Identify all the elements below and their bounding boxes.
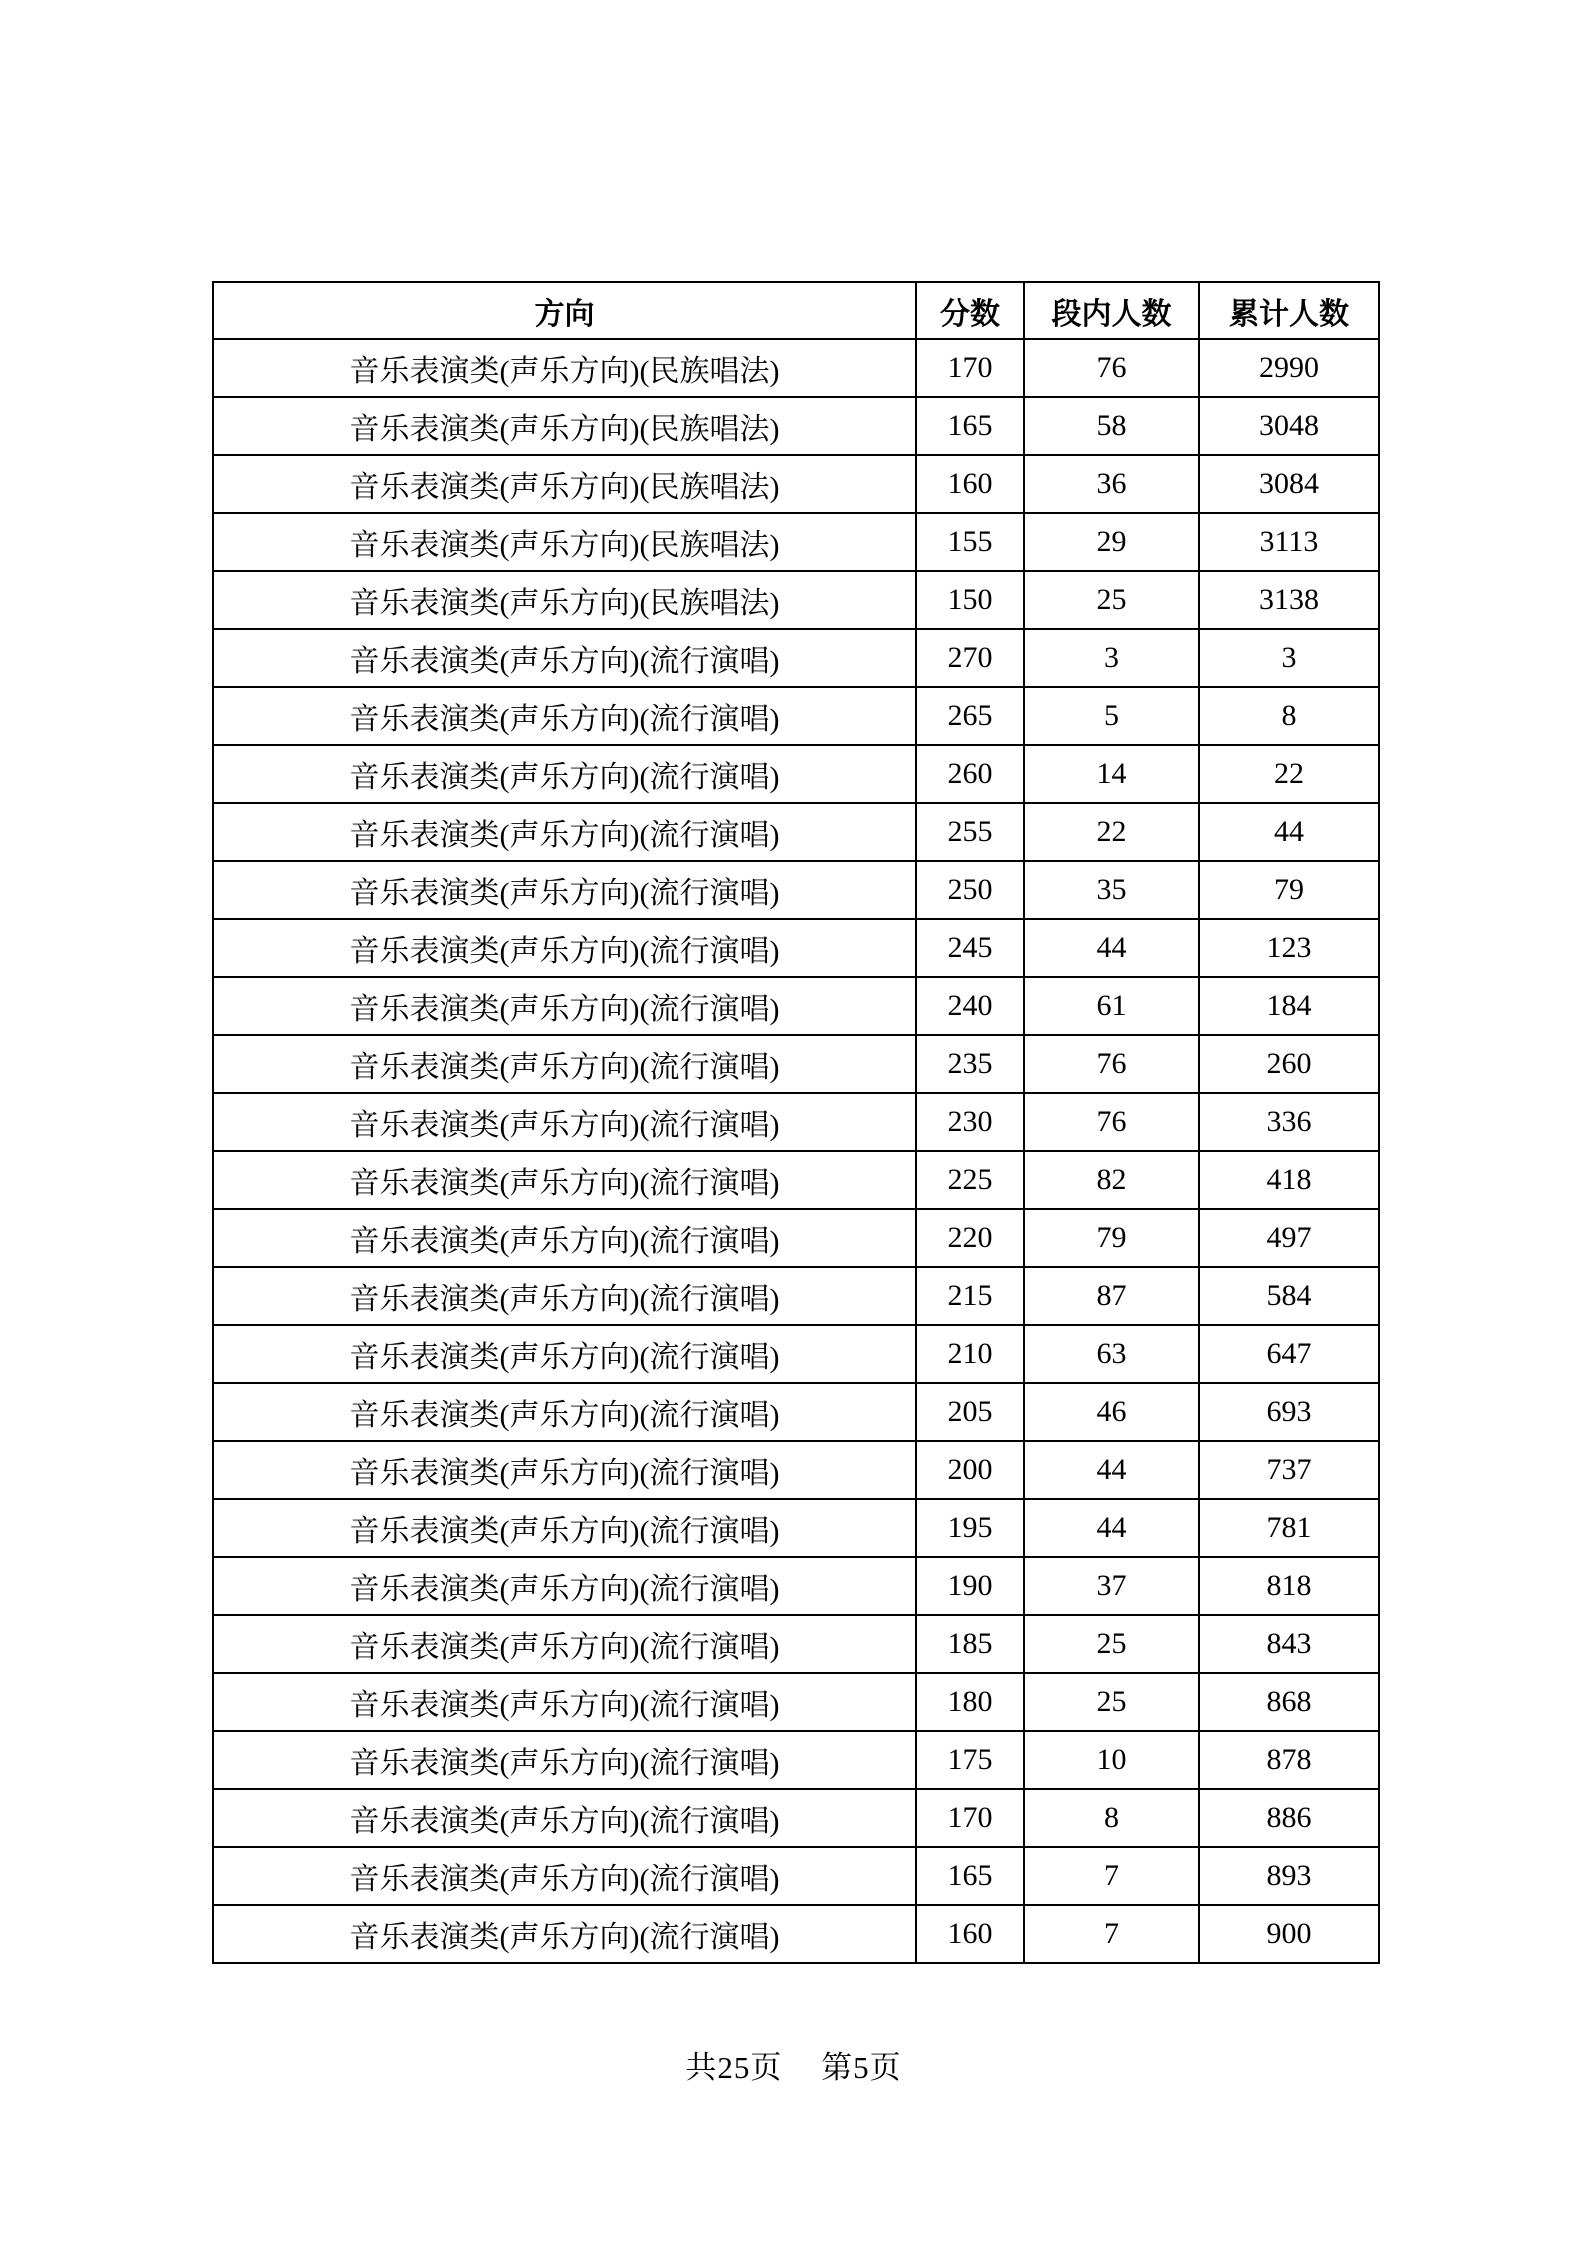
cell-score: 250 <box>916 861 1024 919</box>
cell-direction: 音乐表演类(声乐方向)(流行演唱) <box>213 1325 916 1383</box>
cell-in_segment: 10 <box>1024 1731 1199 1789</box>
cell-direction: 音乐表演类(声乐方向)(流行演唱) <box>213 687 916 745</box>
cell-in_segment: 7 <box>1024 1847 1199 1905</box>
table-row <box>213 919 1379 977</box>
cell-in_segment: 46 <box>1024 1383 1199 1441</box>
cell-score: 270 <box>916 629 1024 687</box>
cell-direction: 音乐表演类(声乐方向)(流行演唱) <box>213 1035 916 1093</box>
cell-direction: 音乐表演类(声乐方向)(民族唱法) <box>213 455 916 513</box>
cell-score: 220 <box>916 1209 1024 1267</box>
cell-cumulative: 878 <box>1199 1731 1379 1789</box>
table-row <box>213 803 1379 861</box>
table-row <box>213 513 1379 571</box>
cell-direction: 音乐表演类(声乐方向)(流行演唱) <box>213 1441 916 1499</box>
score-distribution-table <box>212 281 1380 1964</box>
cell-in_segment: 3 <box>1024 629 1199 687</box>
col-header-in-segment-count: 段内人数 <box>1024 282 1199 339</box>
cell-score: 200 <box>916 1441 1024 1499</box>
cell-cumulative: 818 <box>1199 1557 1379 1615</box>
cell-score: 175 <box>916 1731 1024 1789</box>
cell-cumulative: 3138 <box>1199 571 1379 629</box>
cell-in_segment: 36 <box>1024 455 1199 513</box>
cell-score: 150 <box>916 571 1024 629</box>
cell-direction: 音乐表演类(声乐方向)(流行演唱) <box>213 1267 916 1325</box>
table-row <box>213 745 1379 803</box>
table-row <box>213 1035 1379 1093</box>
page-footer <box>0 2042 1587 2087</box>
table-header-row <box>213 282 1379 339</box>
table-row <box>213 687 1379 745</box>
cell-cumulative: 3 <box>1199 629 1379 687</box>
cell-direction: 音乐表演类(声乐方向)(流行演唱) <box>213 1093 916 1151</box>
cell-in_segment: 7 <box>1024 1905 1199 1963</box>
cell-cumulative: 8 <box>1199 687 1379 745</box>
cell-score: 225 <box>916 1151 1024 1209</box>
cell-cumulative: 584 <box>1199 1267 1379 1325</box>
cell-score: 180 <box>916 1673 1024 1731</box>
table-row <box>213 1673 1379 1731</box>
table-row <box>213 1499 1379 1557</box>
cell-cumulative: 781 <box>1199 1499 1379 1557</box>
cell-cumulative: 497 <box>1199 1209 1379 1267</box>
cell-score: 230 <box>916 1093 1024 1151</box>
table-row <box>213 1615 1379 1673</box>
cell-direction: 音乐表演类(声乐方向)(流行演唱) <box>213 977 916 1035</box>
cell-cumulative: 737 <box>1199 1441 1379 1499</box>
col-header-cumulative-count: 累计人数 <box>1199 282 1379 339</box>
cell-direction: 音乐表演类(声乐方向)(流行演唱) <box>213 1905 916 1963</box>
cell-in_segment: 5 <box>1024 687 1199 745</box>
cell-cumulative: 418 <box>1199 1151 1379 1209</box>
table-row <box>213 1383 1379 1441</box>
cell-score: 205 <box>916 1383 1024 1441</box>
table-row <box>213 1905 1379 1963</box>
cell-score: 155 <box>916 513 1024 571</box>
cell-direction: 音乐表演类(声乐方向)(流行演唱) <box>213 1615 916 1673</box>
table-row <box>213 397 1379 455</box>
cell-in_segment: 82 <box>1024 1151 1199 1209</box>
footer-total-pages: 共25页 <box>685 2050 783 2085</box>
cell-score: 255 <box>916 803 1024 861</box>
cell-cumulative: 868 <box>1199 1673 1379 1731</box>
cell-direction: 音乐表演类(声乐方向)(民族唱法) <box>213 339 916 397</box>
table-row <box>213 455 1379 513</box>
cell-cumulative: 886 <box>1199 1789 1379 1847</box>
cell-score: 190 <box>916 1557 1024 1615</box>
cell-cumulative: 184 <box>1199 977 1379 1035</box>
cell-direction: 音乐表演类(声乐方向)(流行演唱) <box>213 1731 916 1789</box>
table-row <box>213 571 1379 629</box>
table-row <box>213 1789 1379 1847</box>
table-row <box>213 861 1379 919</box>
cell-direction: 音乐表演类(声乐方向)(流行演唱) <box>213 1499 916 1557</box>
table-body <box>213 339 1379 1963</box>
col-header-direction: 方向 <box>213 282 916 339</box>
cell-score: 240 <box>916 977 1024 1035</box>
table-row <box>213 1731 1379 1789</box>
table-row <box>213 1267 1379 1325</box>
table-row <box>213 1209 1379 1267</box>
cell-cumulative: 843 <box>1199 1615 1379 1673</box>
cell-in_segment: 35 <box>1024 861 1199 919</box>
cell-direction: 音乐表演类(声乐方向)(民族唱法) <box>213 513 916 571</box>
cell-direction: 音乐表演类(声乐方向)(民族唱法) <box>213 571 916 629</box>
cell-cumulative: 123 <box>1199 919 1379 977</box>
cell-score: 165 <box>916 1847 1024 1905</box>
cell-in_segment: 22 <box>1024 803 1199 861</box>
cell-in_segment: 44 <box>1024 1499 1199 1557</box>
cell-in_segment: 58 <box>1024 397 1199 455</box>
cell-score: 185 <box>916 1615 1024 1673</box>
cell-in_segment: 25 <box>1024 1615 1199 1673</box>
cell-direction: 音乐表演类(声乐方向)(流行演唱) <box>213 1557 916 1615</box>
cell-cumulative: 3048 <box>1199 397 1379 455</box>
table-header <box>213 282 1379 339</box>
cell-in_segment: 25 <box>1024 1673 1199 1731</box>
cell-direction: 音乐表演类(声乐方向)(流行演唱) <box>213 1209 916 1267</box>
cell-in_segment: 87 <box>1024 1267 1199 1325</box>
cell-cumulative: 3113 <box>1199 513 1379 571</box>
cell-score: 160 <box>916 455 1024 513</box>
cell-cumulative: 260 <box>1199 1035 1379 1093</box>
cell-score: 210 <box>916 1325 1024 1383</box>
cell-cumulative: 693 <box>1199 1383 1379 1441</box>
cell-direction: 音乐表演类(声乐方向)(流行演唱) <box>213 1789 916 1847</box>
cell-score: 170 <box>916 339 1024 397</box>
cell-cumulative: 79 <box>1199 861 1379 919</box>
table-row <box>213 1093 1379 1151</box>
cell-direction: 音乐表演类(声乐方向)(流行演唱) <box>213 1151 916 1209</box>
table-row <box>213 1441 1379 1499</box>
cell-cumulative: 44 <box>1199 803 1379 861</box>
cell-cumulative: 647 <box>1199 1325 1379 1383</box>
cell-direction: 音乐表演类(声乐方向)(民族唱法) <box>213 397 916 455</box>
cell-direction: 音乐表演类(声乐方向)(流行演唱) <box>213 629 916 687</box>
table-row <box>213 1847 1379 1905</box>
cell-score: 165 <box>916 397 1024 455</box>
col-header-score: 分数 <box>916 282 1024 339</box>
table-row <box>213 339 1379 397</box>
cell-direction: 音乐表演类(声乐方向)(流行演唱) <box>213 1673 916 1731</box>
cell-cumulative: 900 <box>1199 1905 1379 1963</box>
cell-score: 170 <box>916 1789 1024 1847</box>
table-row <box>213 1151 1379 1209</box>
cell-in_segment: 61 <box>1024 977 1199 1035</box>
table-row <box>213 1325 1379 1383</box>
cell-direction: 音乐表演类(声乐方向)(流行演唱) <box>213 803 916 861</box>
cell-score: 215 <box>916 1267 1024 1325</box>
cell-in_segment: 76 <box>1024 339 1199 397</box>
cell-cumulative: 336 <box>1199 1093 1379 1151</box>
table-row <box>213 977 1379 1035</box>
cell-score: 260 <box>916 745 1024 803</box>
cell-in_segment: 14 <box>1024 745 1199 803</box>
cell-in_segment: 63 <box>1024 1325 1199 1383</box>
cell-cumulative: 3084 <box>1199 455 1379 513</box>
cell-in_segment: 44 <box>1024 1441 1199 1499</box>
cell-direction: 音乐表演类(声乐方向)(流行演唱) <box>213 1847 916 1905</box>
cell-in_segment: 37 <box>1024 1557 1199 1615</box>
cell-cumulative: 22 <box>1199 745 1379 803</box>
table-row <box>213 1557 1379 1615</box>
cell-in_segment: 44 <box>1024 919 1199 977</box>
cell-score: 265 <box>916 687 1024 745</box>
cell-in_segment: 8 <box>1024 1789 1199 1847</box>
cell-in_segment: 29 <box>1024 513 1199 571</box>
table-row <box>213 629 1379 687</box>
cell-in_segment: 25 <box>1024 571 1199 629</box>
cell-in_segment: 79 <box>1024 1209 1199 1267</box>
cell-cumulative: 893 <box>1199 1847 1379 1905</box>
cell-in_segment: 76 <box>1024 1035 1199 1093</box>
cell-score: 160 <box>916 1905 1024 1963</box>
cell-score: 245 <box>916 919 1024 977</box>
cell-cumulative: 2990 <box>1199 339 1379 397</box>
cell-score: 235 <box>916 1035 1024 1093</box>
footer-current-page: 第5页 <box>821 2050 902 2085</box>
cell-in_segment: 76 <box>1024 1093 1199 1151</box>
cell-direction: 音乐表演类(声乐方向)(流行演唱) <box>213 919 916 977</box>
cell-direction: 音乐表演类(声乐方向)(流行演唱) <box>213 745 916 803</box>
cell-direction: 音乐表演类(声乐方向)(流行演唱) <box>213 1383 916 1441</box>
cell-score: 195 <box>916 1499 1024 1557</box>
cell-direction: 音乐表演类(声乐方向)(流行演唱) <box>213 861 916 919</box>
